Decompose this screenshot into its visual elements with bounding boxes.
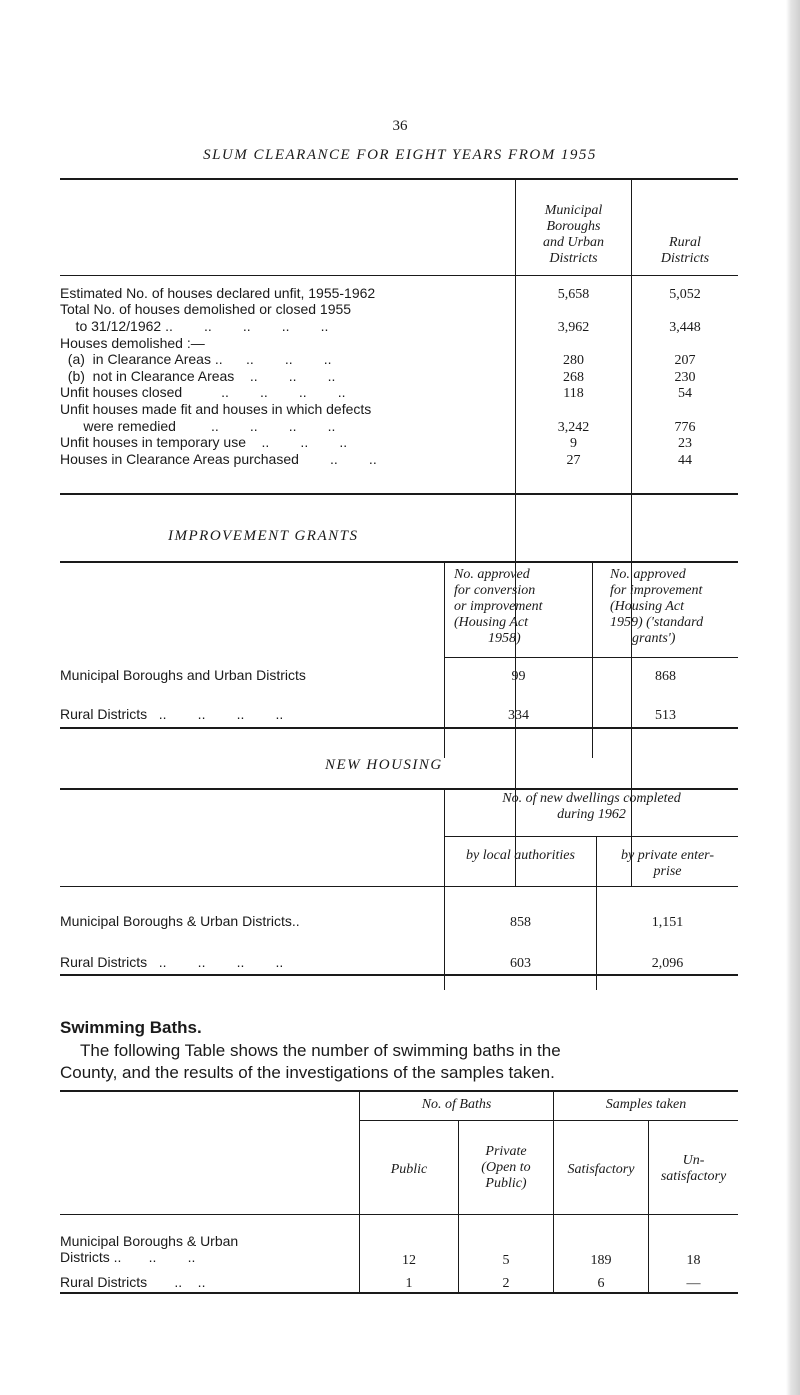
swimming-group-baths-header: No. of Baths: [421, 1097, 492, 1112]
improvement-grants-title: IMPROVEMENT GRANTS: [168, 528, 359, 544]
swimming-col-public-header: Public: [390, 1162, 428, 1177]
improvement-col-conversion-header: No. approved for conversion or improvement (Housing Act 1958): [454, 567, 543, 646]
swimming-col-satisfactory-header: Satisfactory: [567, 1162, 635, 1177]
new-housing-col-private-header: by private enter- prise: [620, 848, 715, 879]
swimming-baths-heading: Swimming Baths.: [60, 1018, 202, 1037]
slum-clearance-title: SLUM CLEARANCE FOR EIGHT YEARS FROM 1955: [203, 147, 597, 163]
new-housing-group-header: No. of new dwellings completed during 1962: [502, 791, 681, 822]
slum-col-municipal-header: Municipal Boroughs and Urban Districts: [542, 203, 605, 266]
new-housing-col-local-header: by local authorities: [466, 848, 575, 863]
swimming-col-private-header: Private (Open to Public): [481, 1144, 531, 1191]
swimming-col-unsatisfactory-header: Un- satisfactory: [660, 1153, 727, 1184]
new-housing-title: NEW HOUSING: [325, 757, 443, 773]
page-edge-shadow: [786, 0, 800, 1395]
swimming-group-samples-header: Samples taken: [605, 1097, 687, 1112]
swimming-baths-paragraph: The following Table shows the number of swimming baths in the County, and the results of the investigations of the samples taken.: [60, 1041, 561, 1082]
improvement-col-improvement-header: No. approved for improvement (Housing Act 1959) ('standard grants'): [610, 567, 704, 646]
slum-col-rural-header: Rural Districts: [660, 235, 710, 266]
page-number: 36: [392, 118, 408, 134]
